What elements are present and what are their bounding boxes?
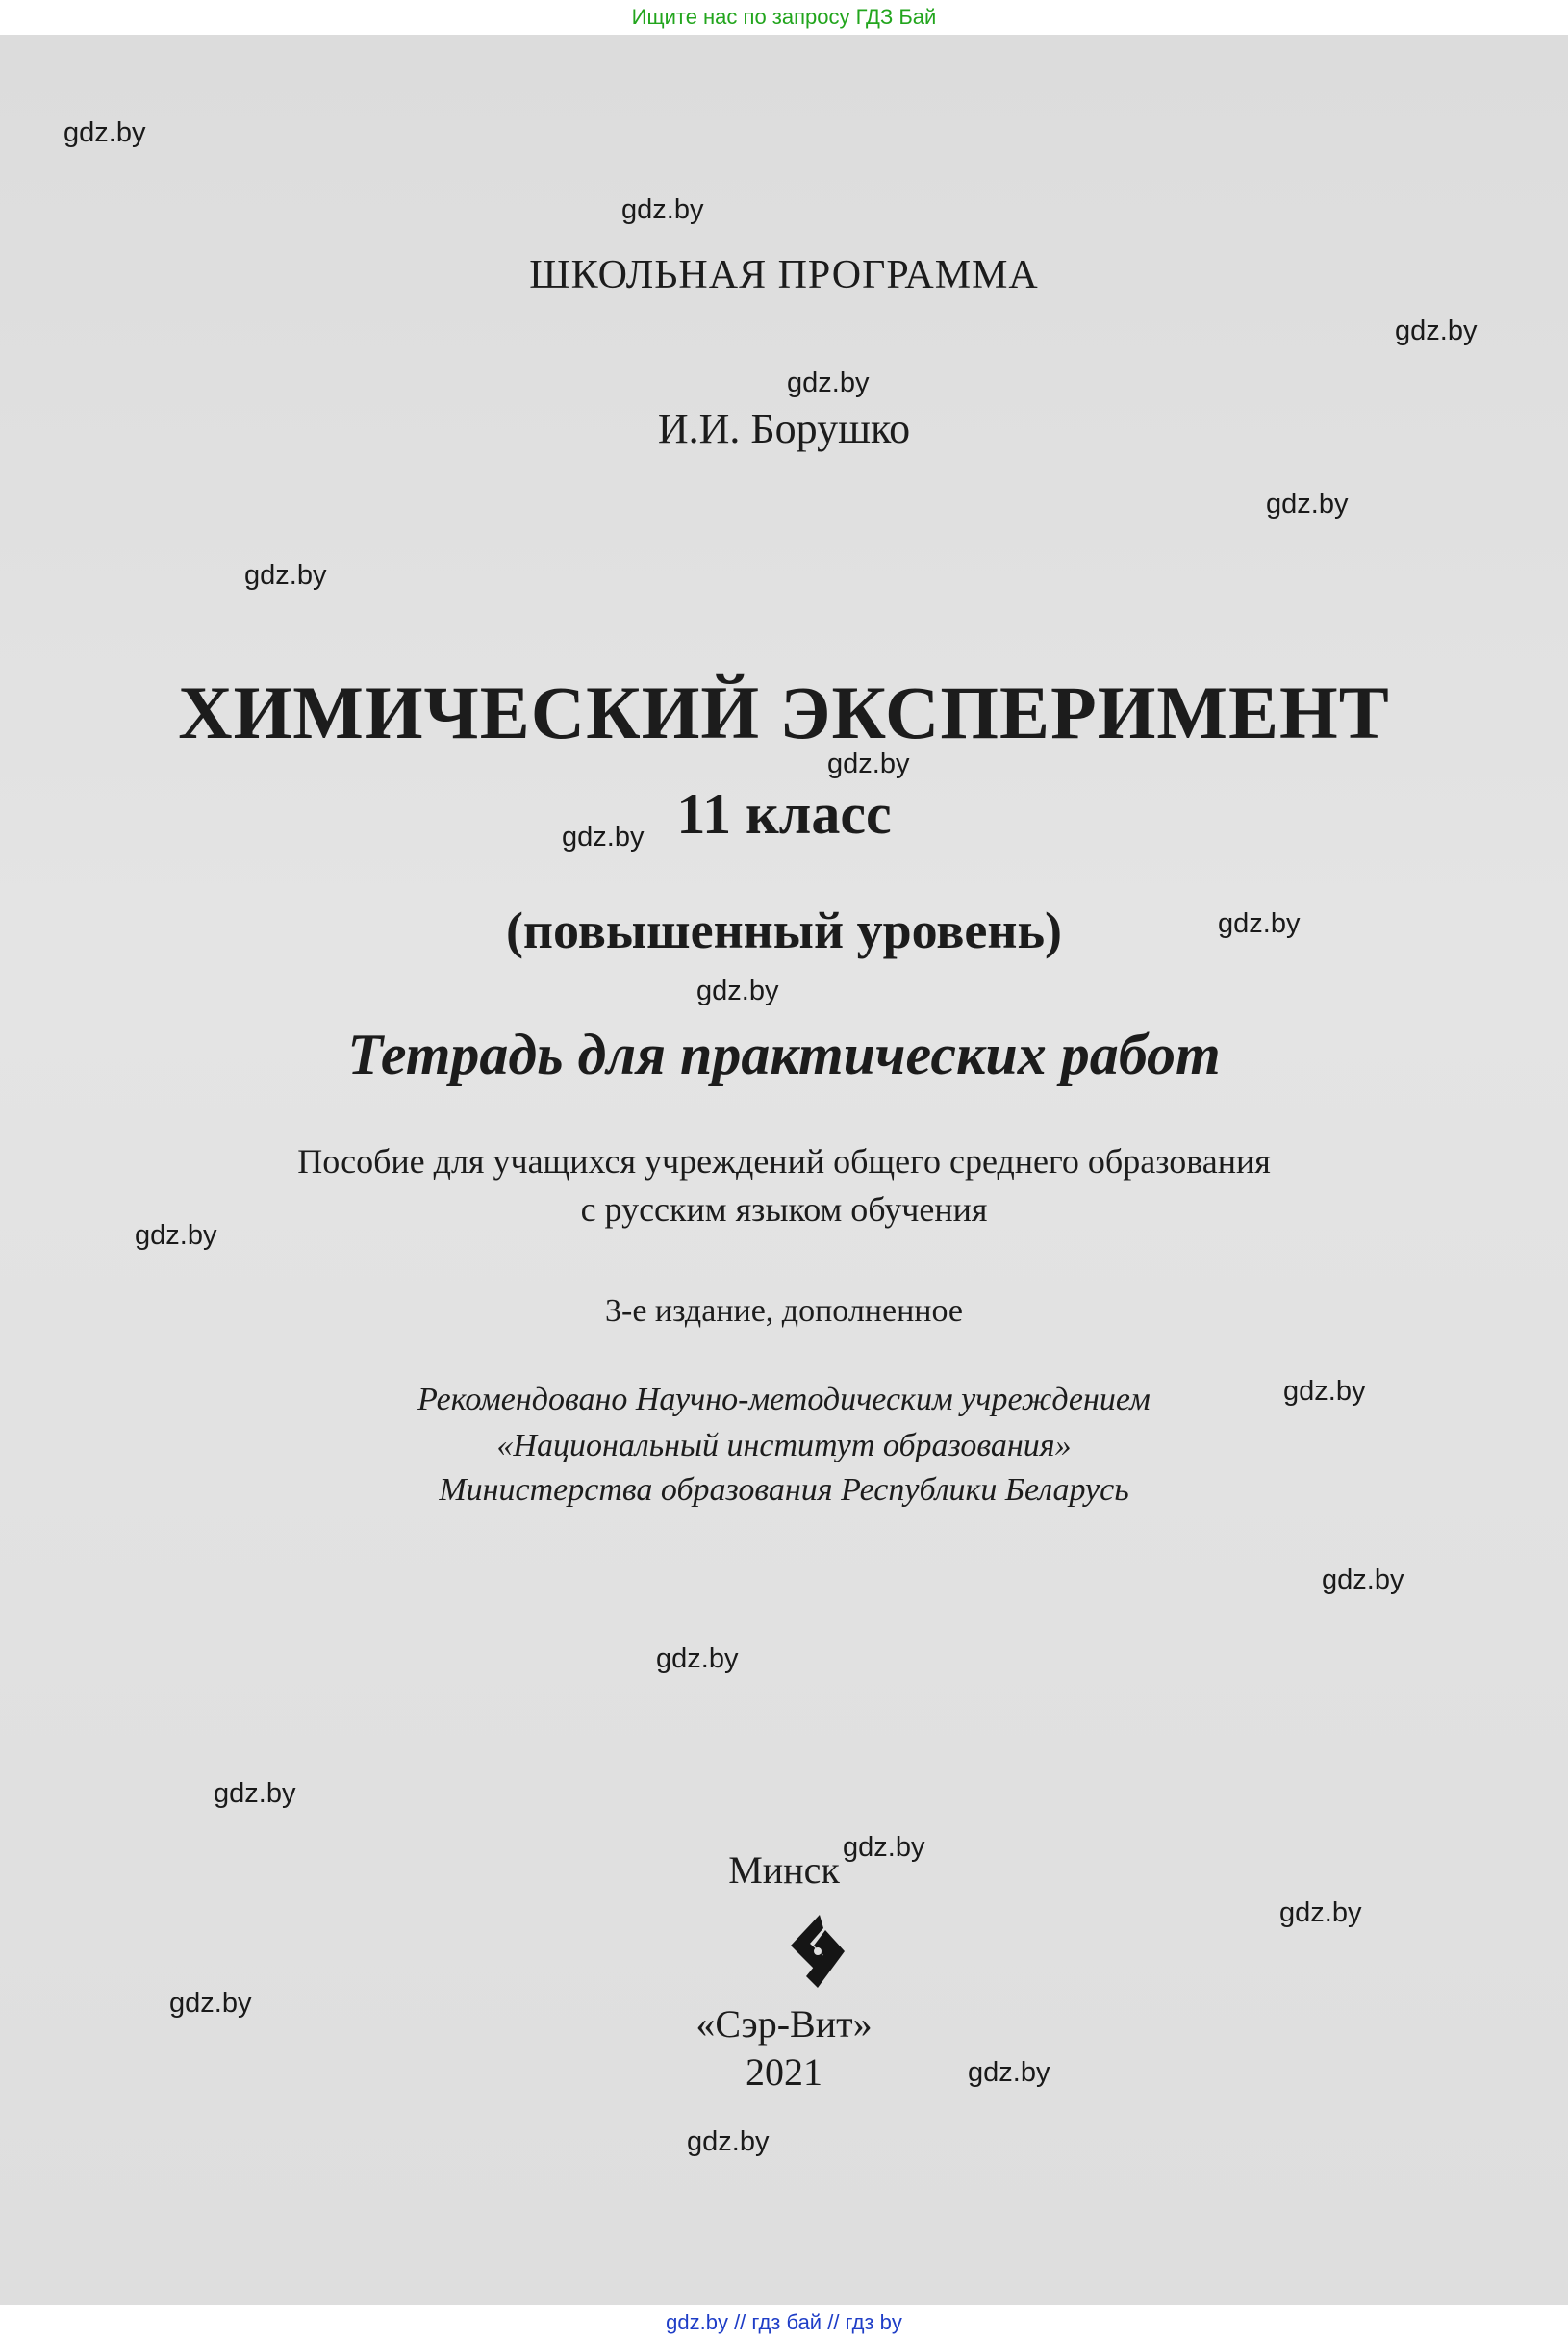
watermark-text: gdz.by (787, 368, 870, 398)
watermark-text: gdz.by (562, 822, 645, 852)
publication-year: 2021 (746, 2050, 822, 2094)
watermark-text: gdz.by (1266, 489, 1349, 520)
grade-label: 11 класс (676, 782, 892, 846)
watermark-text: gdz.by (63, 117, 146, 148)
book-title: ХИМИЧЕСКИЙ ЭКСПЕРИМЕНТ (178, 671, 1390, 754)
watermark-text: gdz.by (1218, 908, 1301, 939)
publication-city: Минск (728, 1848, 840, 1892)
watermark-text: gdz.by (968, 2057, 1050, 2088)
publisher-logo-icon (781, 1913, 854, 1990)
top-banner[interactable]: Ищите нас по запросу ГДЗ Бай (0, 0, 1568, 35)
description-line-1: Пособие для учащихся учреждений общего среднего образования (297, 1142, 1271, 1181)
watermark-text: gdz.by (696, 976, 779, 1006)
recommendation-line-2: «Национальный институт образования» (496, 1428, 1072, 1463)
bottom-banner[interactable]: gdz.by // гдз бай // гдз by (0, 2305, 1568, 2340)
watermark-text: gdz.by (169, 1988, 252, 2019)
edition-note: 3-е издание, дополненное (605, 1293, 963, 1329)
watermark-text: gdz.by (244, 560, 327, 591)
author-name: И.И. Борушко (657, 405, 911, 452)
watermark-text: gdz.by (656, 1643, 739, 1674)
watermark-text: gdz.by (1395, 316, 1478, 346)
watermark-text: gdz.by (843, 1832, 925, 1863)
level-label: (повышенный уровень) (505, 902, 1063, 959)
watermark-text: gdz.by (1283, 1376, 1366, 1407)
series-name: ШКОЛЬНАЯ ПРОГРАММА (529, 253, 1039, 297)
watermark-text: gdz.by (135, 1220, 217, 1251)
watermark-text: gdz.by (1279, 1897, 1362, 1928)
recommendation-line-3: Министерства образования Республики Беларусь (439, 1472, 1129, 1508)
description-line-2: с русским языком обучения (580, 1190, 988, 1229)
recommendation-line-1: Рекомендовано Научно-методическим учреждением (417, 1382, 1151, 1417)
watermark-text: gdz.by (214, 1778, 296, 1809)
watermark-text: gdz.by (1322, 1564, 1404, 1595)
publisher-name: «Сэр-Вит» (695, 2002, 873, 2046)
watermark-text: gdz.by (827, 749, 910, 779)
watermark-text: gdz.by (687, 2126, 770, 2157)
book-subtitle: Тетрадь для практических работ (347, 1023, 1221, 1086)
watermark-text: gdz.by (621, 194, 704, 225)
